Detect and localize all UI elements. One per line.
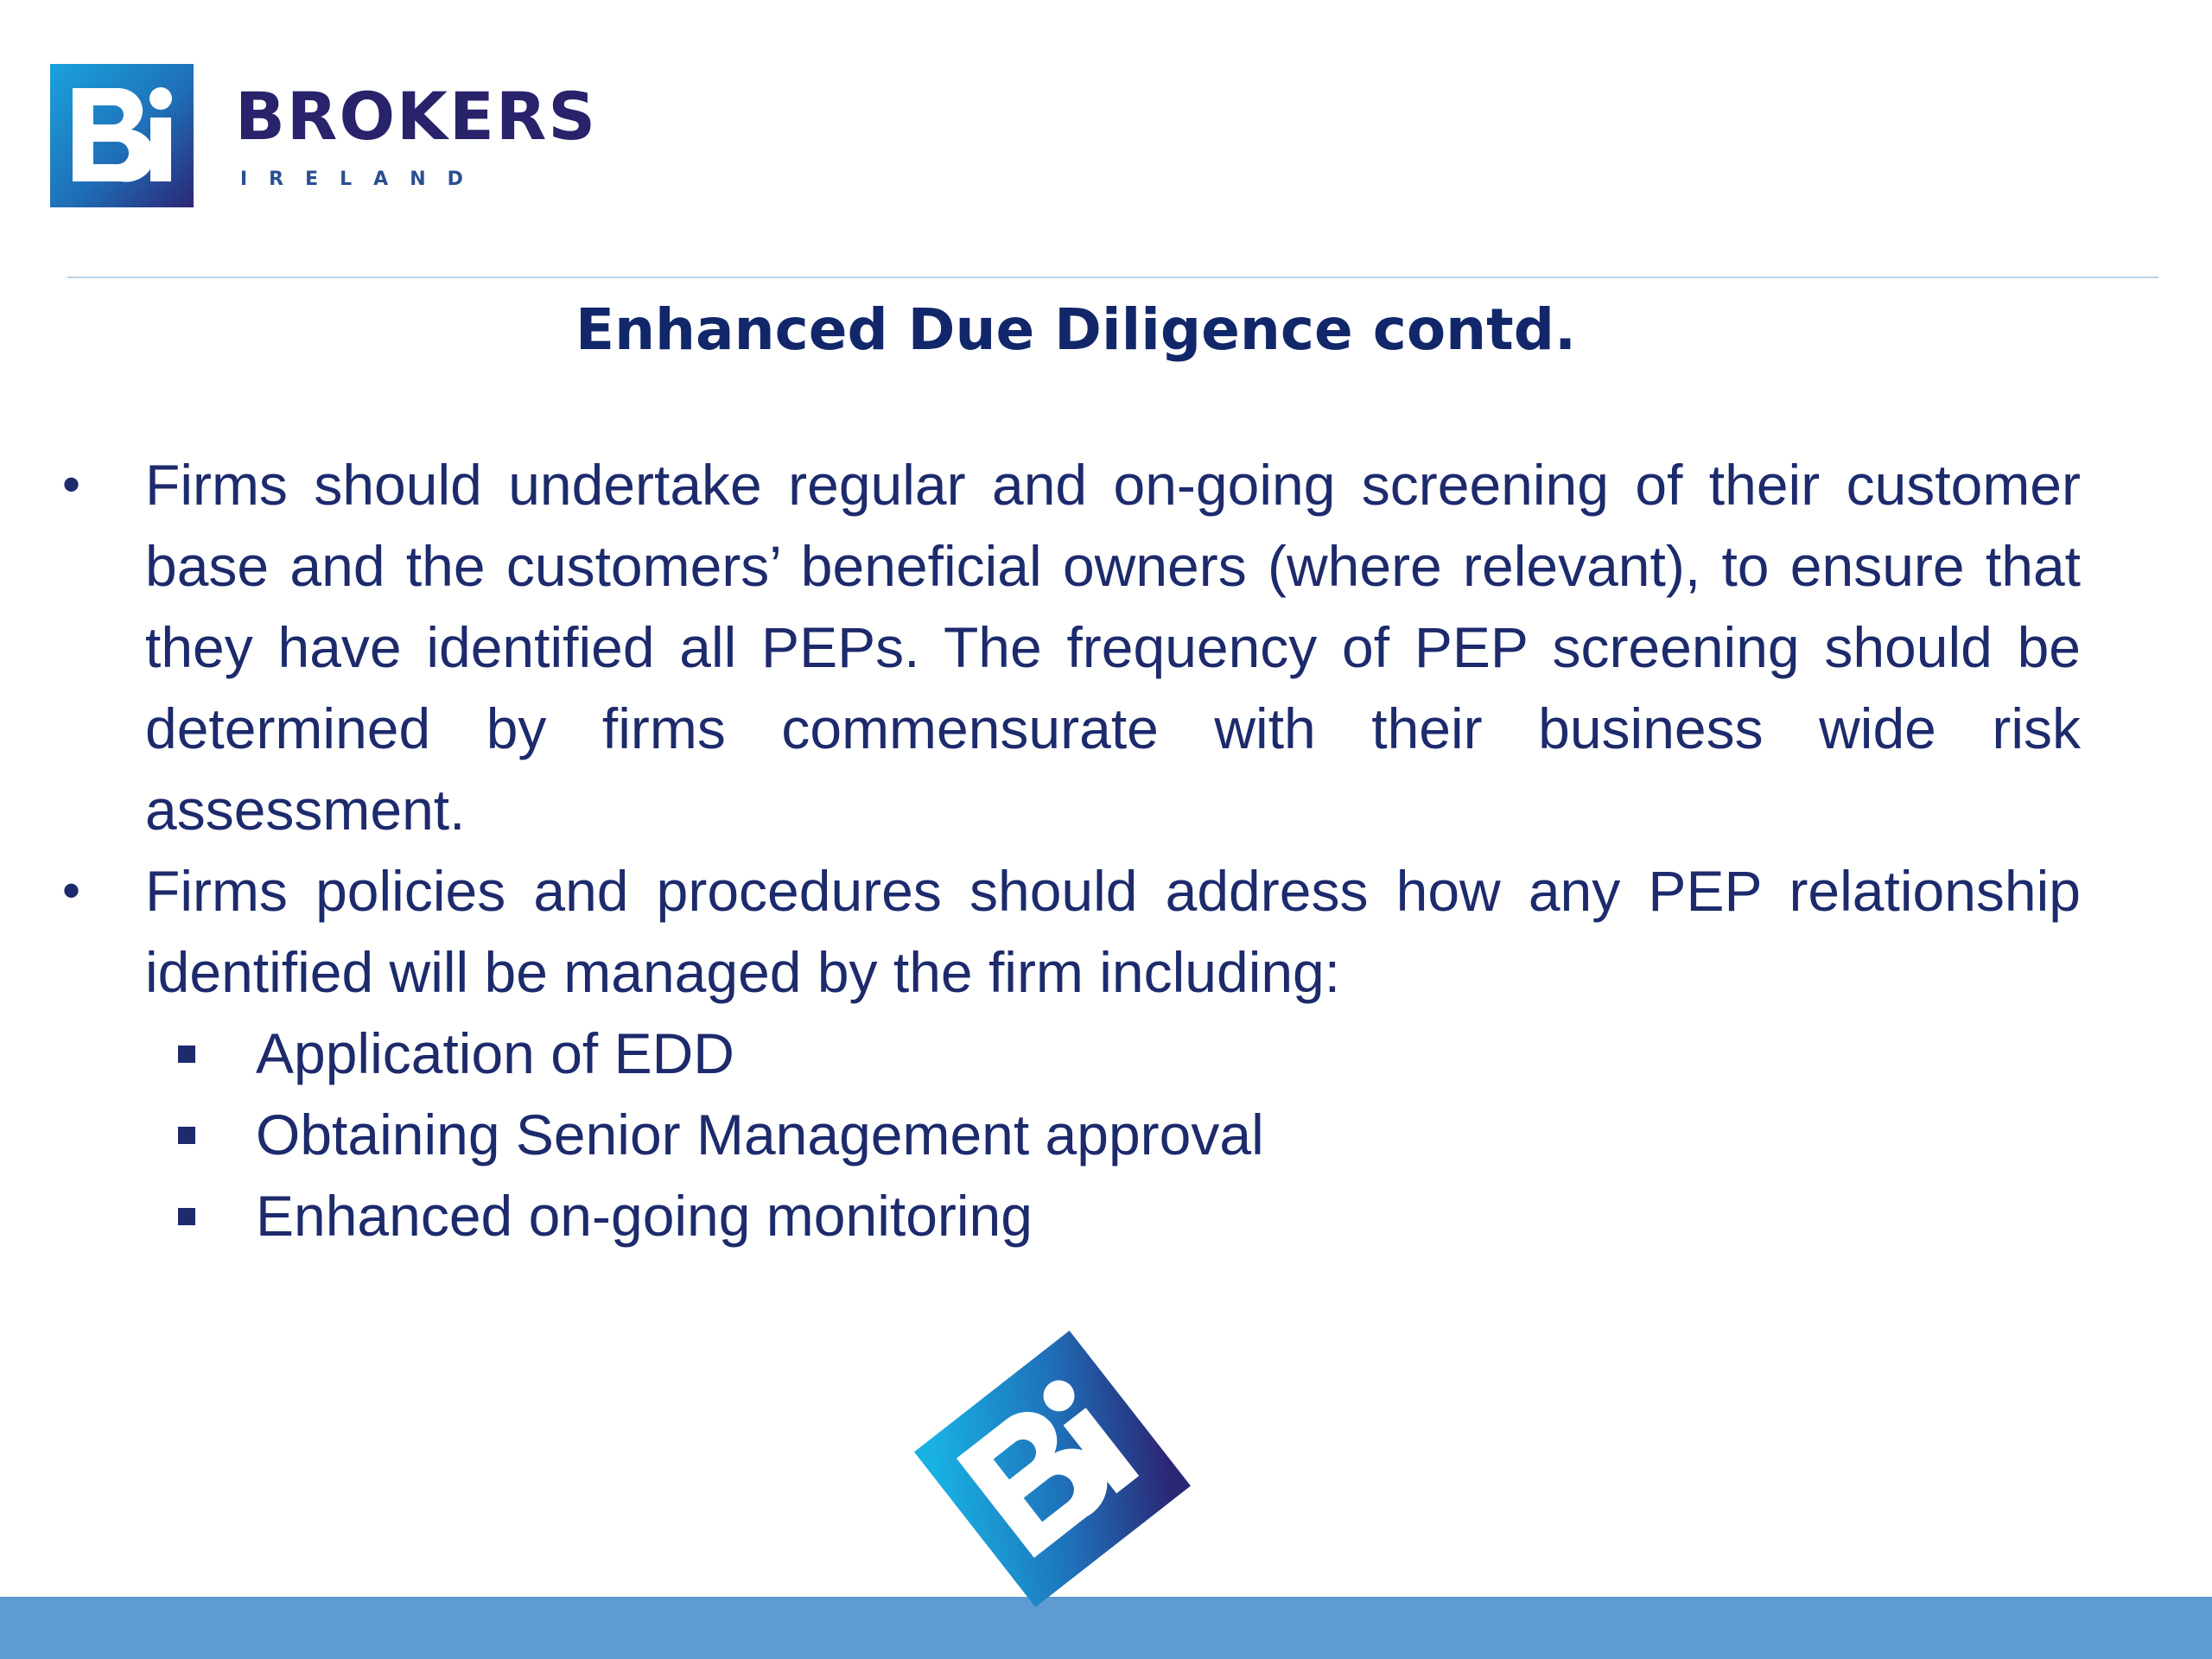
sub-bullet-item [0,1094,2212,1175]
square-bullet-icon [178,1208,195,1225]
brokers-ireland-logo [50,64,597,207]
brand-name: BROKERS [235,78,598,155]
slide-title: Enhanced Due Diligence contd. [575,296,1577,363]
brokers-ireland-logo-icon [50,64,194,207]
sub-bullet-item [0,1013,2212,1094]
round-bullet-icon: • [62,455,81,513]
square-bullet-icon [178,1046,195,1063]
brand-wordmark [235,78,598,190]
square-bullet-icon [178,1127,195,1144]
bullet-item [0,444,2081,850]
header-divider [67,276,2158,278]
sub-bullet-text: Application of EDD [256,1021,734,1085]
brand-subtitle: IRELAND [240,168,485,190]
slide-content [0,444,2212,1256]
sub-bullet-item [0,1175,2212,1256]
bullet-item [0,850,2081,1013]
round-bullet-icon: • [62,861,81,919]
sub-bullet-text: Enhanced on-going monitoring [256,1184,1033,1248]
bi-diamond-logo-icon [899,1322,1201,1616]
bullet-text: Firms policies and procedures should address how any PEP relationship identified will be managed by the firm including: [145,859,2081,1004]
sub-bullet-text: Obtaining Senior Management approval [256,1103,1264,1166]
sub-bullet-list [0,1013,2212,1256]
bullet-text: Firms should undertake regular and on-going screening of their customer base and the customers’ beneficial owners (where relevant), to ensure that they have identified all PEPs. The frequency of PEP screening should be determined by firms commensurate with their business wide risk assessment. [145,453,2081,842]
